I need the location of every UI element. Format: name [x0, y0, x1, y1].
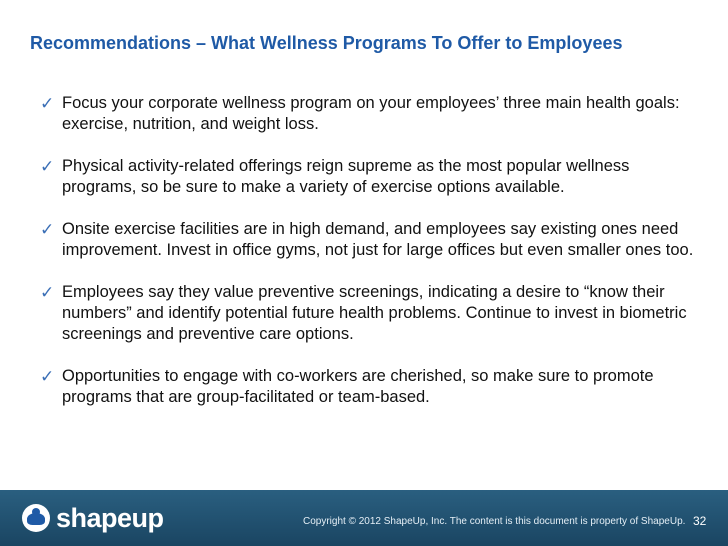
bullet-text: Focus your corporate wellness program on your employees’ three main health goals: exercise, nutrition, and weight loss.: [62, 94, 680, 133]
checkmark-icon: ✓: [40, 367, 55, 386]
slide-title: Recommendations – What Wellness Programs To Offer to Employees: [30, 33, 623, 53]
logo-text: shapeup: [56, 503, 164, 533]
bullet-item: [38, 282, 698, 345]
checkmark-icon: ✓: [40, 283, 55, 302]
checkmark-icon: ✓: [40, 94, 55, 113]
bullet-item: [38, 93, 698, 135]
bullet-text: Physical activity-related offerings reign supreme as the most popular wellness programs, so be sure to make a variety of exercise options available.: [62, 157, 630, 196]
shapeup-logo: [22, 503, 164, 533]
bullet-text: Employees say they value preventive screenings, indicating a desire to “know their numbers” and identify potential future health problems. Continue to invest in biometric screenings and preventive care options.: [62, 283, 687, 343]
bullet-item: [38, 156, 698, 198]
bullet-text: Onsite exercise facilities are in high demand, and employees say existing ones need improvement. Invest in office gyms, not just for large offices but even smaller ones too.: [62, 220, 694, 259]
copyright-text: Copyright © 2012 ShapeUp, Inc. The content is this document is property of ShapeUp.: [303, 516, 686, 527]
footer-bar: [0, 490, 728, 546]
bullet-list: [38, 93, 698, 429]
bullet-item: [38, 366, 698, 408]
bullet-text: Opportunities to engage with co-workers are cherished, so make sure to promote programs that are group-facilitated or team-based.: [62, 367, 654, 406]
shapeup-logo-icon: [22, 504, 50, 532]
page-number: 32: [693, 514, 707, 528]
checkmark-icon: ✓: [40, 220, 55, 239]
checkmark-icon: ✓: [40, 157, 55, 176]
bullet-item: [38, 219, 698, 261]
